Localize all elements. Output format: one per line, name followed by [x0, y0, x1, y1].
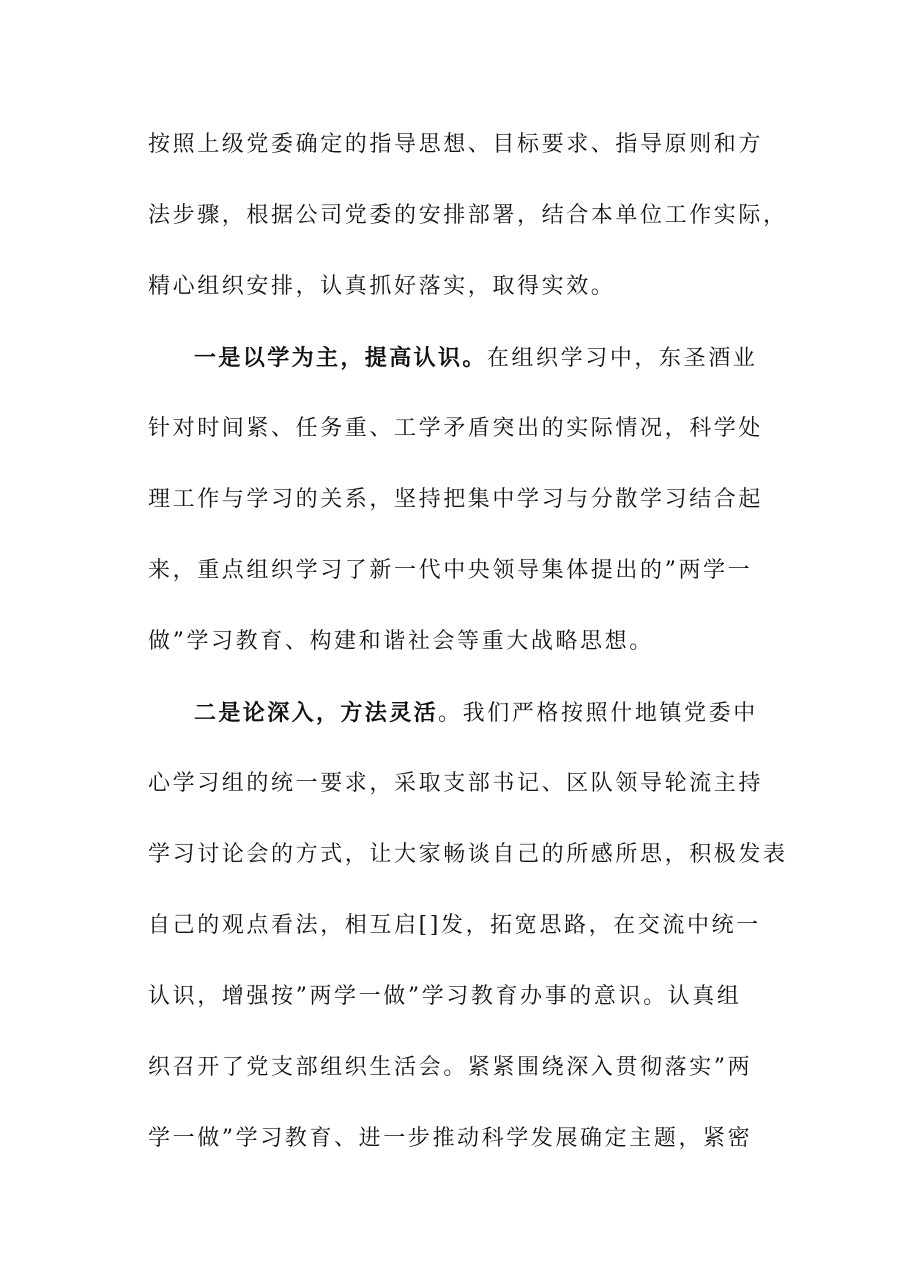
text-line-10: 心学习组的统一要求，采取支部书记、区队领导轮流主持 — [148, 771, 764, 796]
paragraph-1-first-line — [194, 338, 778, 378]
text-line-13: 认识，增强按”两学一做”学习教育办事的意识。认真组 — [148, 984, 742, 1009]
text-line-2: 法步骤，根据公司党委的安排部署，结合本单位工作实际， — [148, 203, 788, 228]
text-line-6: 理工作与学习的关系，坚持把集中学习与分散学习结合起 — [148, 487, 764, 512]
text-line-14: 织召开了党支部组织生活会。紧紧围绕深入贯彻落实”两 — [148, 1055, 753, 1080]
text-line-1: 按照上级党委确定的指导思想、目标要求、指导原则和方 — [148, 132, 764, 157]
paragraph-2-lead-text: 。我们严格按照什地镇党委中 — [438, 701, 758, 726]
paragraph-1-lead-text: 在组织学习中，东圣酒业 — [486, 346, 758, 371]
text-line-11: 学习讨论会的方式，让大家畅谈自己的所感所思，积极发表 — [148, 842, 788, 867]
paragraph-2-heading: 二是论深入，方法灵活 — [194, 700, 439, 726]
paragraph-1-heading: 一是以学为主，提高认识。 — [194, 345, 487, 371]
paragraph-2-first-line — [194, 693, 778, 733]
text-line-5: 针对时间紧、任务重、工学矛盾突出的实际情况，科学处 — [148, 416, 764, 441]
text-line-8: 做”学习教育、构建和谐社会等重大战略思想。 — [148, 629, 654, 654]
text-line-3: 精心组织安排，认真抓好落实，取得实效。 — [148, 274, 616, 299]
text-line-15: 学一做”学习教育、进一步推动科学发展确定主题，紧密 — [148, 1126, 753, 1151]
text-line-7: 来，重点组织学习了新一代中央领导集体提出的”两学一 — [148, 558, 753, 583]
text-line-12: 自己的观点看法，相互启[]发，拓宽思路，在交流中统一 — [148, 913, 761, 938]
